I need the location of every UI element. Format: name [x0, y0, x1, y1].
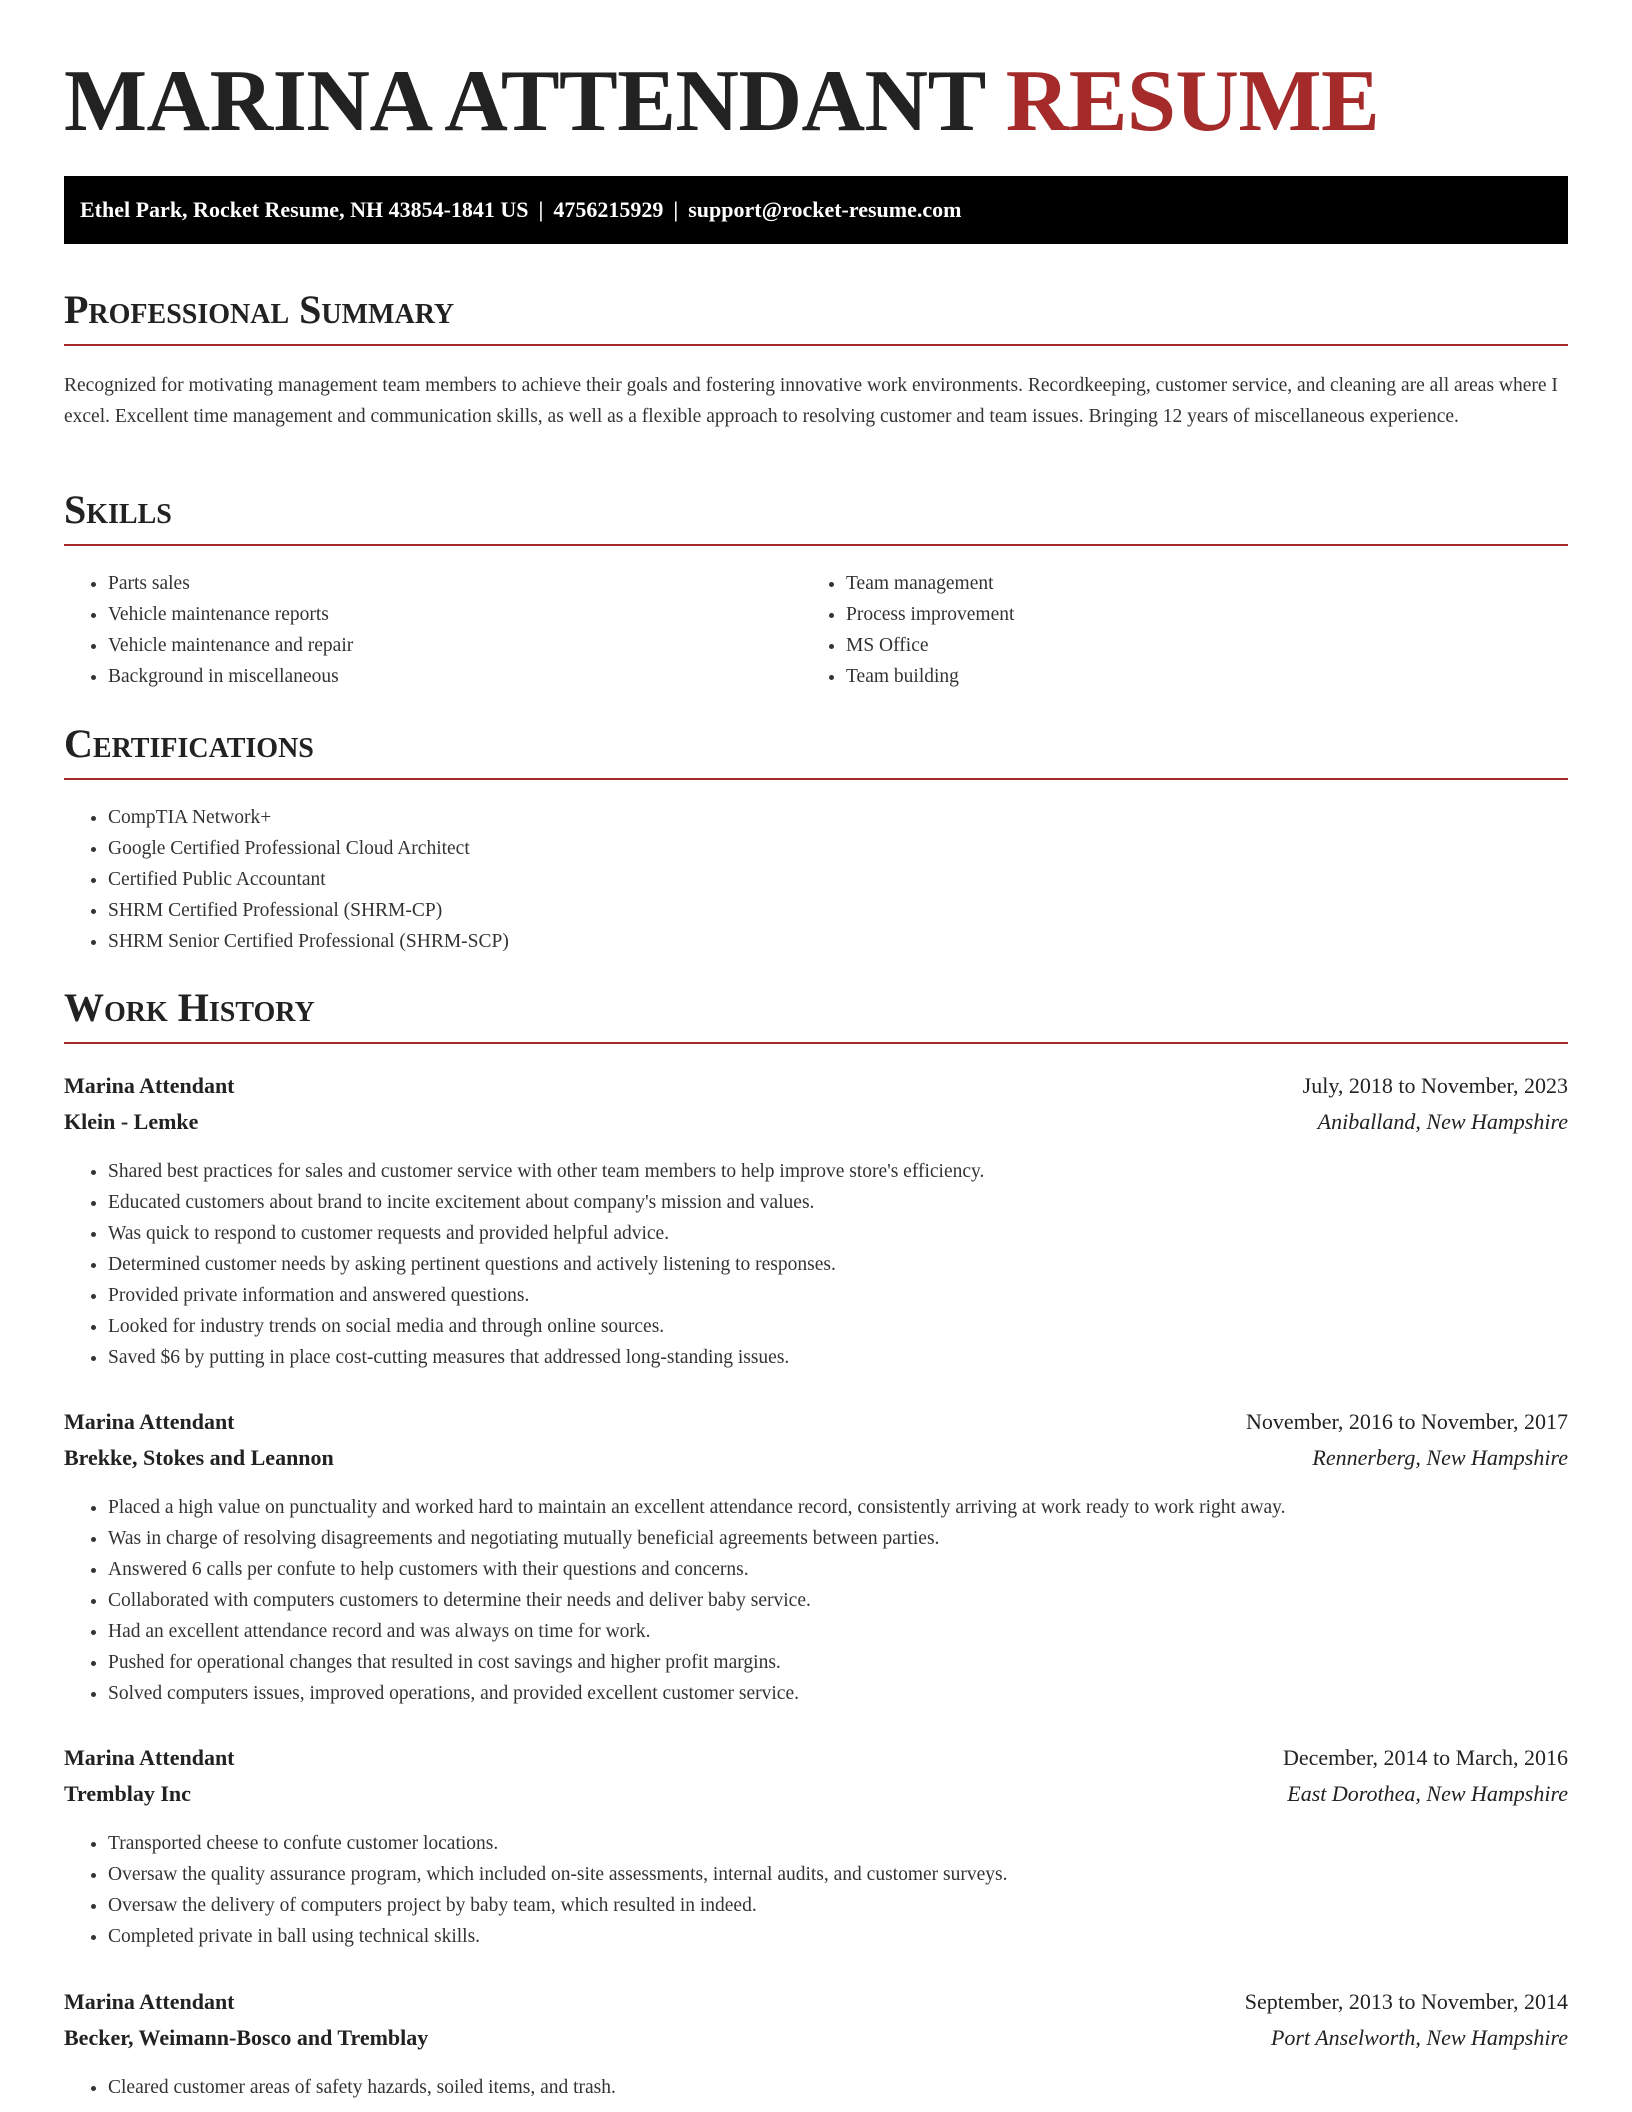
- job-duty: • Placed a high value on punctuality and worked hard to maintain an excellent attendance record, consistently arriving at work ready to work right away.: [108, 1492, 1568, 1523]
- job-duty: • Oversaw the delivery of computers project by baby team, which resulted in indeed.: [108, 1890, 1568, 1921]
- job-dates: November, 2016 to November, 2017: [1245, 1409, 1568, 1434]
- certification-item: • CompTIA Network+: [108, 802, 1568, 833]
- job-duty: • Answered 6 calls per confute to help customers with their questions and concerns.: [108, 1554, 1568, 1585]
- job-title: Marina Attendant: [64, 1409, 235, 1434]
- job-location: Port Anselworth, New Hampshire: [1270, 2025, 1568, 2050]
- skills-list-right: [802, 568, 1546, 692]
- job-duty: • Oversaw the quality assurance program, which included on-site assessments, internal audits, and customer surveys.: [108, 1859, 1568, 1890]
- skills-heading: Skills: [64, 486, 1568, 546]
- title-name: MARINA ATTENDANT: [64, 53, 1006, 150]
- title-accent: RESUME: [1005, 53, 1380, 150]
- job-duty: • Completed private in ball using technical skills.: [108, 1921, 1568, 1952]
- skill-item: • Process improvement: [846, 599, 1546, 630]
- skill-item: • Vehicle maintenance and repair: [108, 630, 808, 661]
- skill-item: • MS Office: [846, 630, 1546, 661]
- job-location: East Dorothea, New Hampshire: [1287, 1781, 1568, 1806]
- job-title: Marina Attendant: [64, 1745, 235, 1770]
- certifications-list: [64, 802, 1568, 957]
- skill-item: • Team building: [846, 661, 1546, 692]
- skill-item: • Background in miscellaneous: [108, 661, 808, 692]
- certification-item: • Google Certified Professional Cloud Architect: [108, 833, 1568, 864]
- job-duty: • Determined customer needs by asking pertinent questions and actively listening to responses.: [108, 1249, 1568, 1280]
- job-duty: • Saved $6 by putting in place cost-cutting measures that addressed long-standing issues.: [108, 1342, 1568, 1373]
- contact-email: support@rocket-resume.com: [688, 197, 962, 222]
- certification-item: • Certified Public Accountant: [108, 864, 1568, 895]
- job-company-row: [64, 2020, 1568, 2056]
- skill-item: • Team management: [846, 568, 1546, 599]
- job-duties-list: [64, 1828, 1568, 1952]
- job-duty: • Pushed for operational changes that resulted in cost savings and higher profit margins.: [108, 1647, 1568, 1678]
- job-dates: July, 2018 to November, 2023: [1302, 1073, 1568, 1098]
- resume-title: [64, 52, 1379, 152]
- job-company-row: [64, 1104, 1568, 1140]
- job-title: Marina Attendant: [64, 1073, 235, 1098]
- contact-separator: |: [538, 197, 544, 222]
- job-duties-list: [64, 1156, 1568, 1373]
- job-header-row: [64, 1068, 1568, 1104]
- job-duty: • Was quick to respond to customer requests and provided helpful advice.: [108, 1218, 1568, 1249]
- work-history-heading: Work History: [64, 984, 1568, 1044]
- job-header-row: [64, 1404, 1568, 1440]
- job-company-row: [64, 1440, 1568, 1476]
- job-duty: • Provided private information and answered questions.: [108, 1280, 1568, 1311]
- job-company-row: [64, 1776, 1568, 1812]
- skill-item: • Parts sales: [108, 568, 808, 599]
- contact-address: Ethel Park, Rocket Resume, NH 43854-1841 US: [80, 197, 529, 222]
- job-duty: • Had an excellent attendance record and was always on time for work.: [108, 1616, 1568, 1647]
- contact-phone: 4756215929: [553, 197, 664, 222]
- contact-bar: [64, 176, 1568, 244]
- job-header-row: [64, 1984, 1568, 2020]
- job-company: Brekke, Stokes and Leannon: [64, 1445, 334, 1470]
- job-duty: • Transported cheese to confute customer locations.: [108, 1828, 1568, 1859]
- job-duty: • Shared best practices for sales and customer service with other team members to help improve store's efficiency.: [108, 1156, 1568, 1187]
- job-title: Marina Attendant: [64, 1989, 235, 2014]
- job-location: Rennerberg, New Hampshire: [1312, 1445, 1568, 1470]
- job-dates: December, 2014 to March, 2016: [1282, 1745, 1568, 1770]
- job-duties-list: [64, 2072, 1568, 2103]
- job-duty: • Looked for industry trends on social media and through online sources.: [108, 1311, 1568, 1342]
- skill-item: • Vehicle maintenance reports: [108, 599, 808, 630]
- job-duty: • Solved computers issues, improved operations, and provided excellent customer service.: [108, 1678, 1568, 1709]
- job-company: Becker, Weimann-Bosco and Tremblay: [64, 2025, 429, 2050]
- job-duty: • Collaborated with computers customers to determine their needs and deliver baby service.: [108, 1585, 1568, 1616]
- summary-text: Recognized for motivating management team members to achieve their goals and fostering innovative work environments. Recordkeeping, customer service, and cleaning are all areas where I excel. Excellent time management and communication skills, as well as a flexible approach to resolving customer and team issues. Bringing 12 years of miscellaneous experience.: [64, 375, 1558, 427]
- job-location: Aniballand, New Hampshire: [1317, 1109, 1568, 1134]
- skills-list-left: [64, 568, 808, 692]
- job-duty: • Cleared customer areas of safety hazards, soiled items, and trash.: [108, 2072, 1568, 2103]
- certifications-heading: Certifications: [64, 720, 1568, 780]
- contact-separator: |: [673, 197, 679, 222]
- job-dates: September, 2013 to November, 2014: [1244, 1989, 1568, 2014]
- certification-item: • SHRM Senior Certified Professional (SHRM-SCP): [108, 926, 1568, 957]
- certification-item: • SHRM Certified Professional (SHRM-CP): [108, 895, 1568, 926]
- job-header-row: [64, 1740, 1568, 1776]
- job-duty: • Was in charge of resolving disagreements and negotiating mutually beneficial agreements between parties.: [108, 1523, 1568, 1554]
- job-duty: • Educated customers about brand to incite excitement about company's mission and values.: [108, 1187, 1568, 1218]
- job-company: Klein - Lemke: [64, 1109, 199, 1134]
- job-company: Tremblay Inc: [64, 1781, 191, 1806]
- job-duties-list: [64, 1492, 1568, 1709]
- summary-heading: Professional Summary: [64, 286, 1568, 346]
